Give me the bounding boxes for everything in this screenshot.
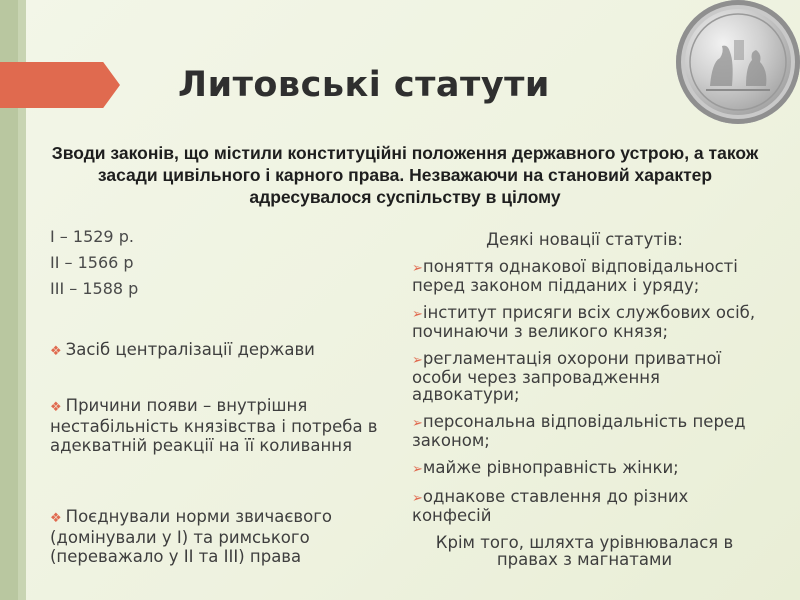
coin-relief-figures-icon: [676, 0, 800, 124]
innovation-item: ➢майже рівноправність жінки;: [412, 458, 679, 477]
chevron-right-icon: ➢: [412, 462, 423, 477]
chevron-right-icon: ➢: [412, 491, 423, 506]
innovations-footer: Крім того, шляхта урівнювалася в правах з магнатами: [435, 533, 734, 569]
innovation-item: ➢однакове ставлення до різних конфесій: [412, 487, 689, 525]
innovation-item: ➢регламентація охорони приватної особи через запровадження адвокатури;: [412, 349, 722, 404]
diamond-icon: ❖: [50, 511, 62, 526]
slide-subtitle: Зводи законів, що містили конституційні положення державного устрою, а також засади цивільного і карного права. Незважаючи на становий характер адресувалося суспільству в цілому: [51, 143, 759, 207]
title-arrow-shape: [0, 62, 120, 108]
chevron-right-icon: ➢: [412, 353, 423, 368]
chevron-right-icon: ➢: [412, 416, 423, 431]
innovations-heading: Деякі новації статутів:: [486, 230, 683, 249]
statute-year-1: I – 1529 р.: [50, 227, 134, 246]
point-text: Засіб централізації держави: [65, 340, 315, 359]
slide-title: Литовські статути: [178, 65, 550, 105]
point-reasons: [50, 396, 390, 455]
statute-year-3: III – 1588 р: [50, 279, 139, 298]
point-law-sources: [50, 507, 390, 566]
innovation-item: ➢персональна відповідальність перед законом;: [412, 412, 746, 450]
chevron-right-icon: ➢: [412, 261, 423, 276]
point-text: Поєднували норми звичаєвого (домінували у I) та римського (переважало у II та III) права: [50, 507, 333, 566]
chevron-right-icon: ➢: [412, 307, 423, 322]
innovation-item: ➢інститут присяги всіх службових осіб, починаючи з великого князя;: [412, 303, 756, 341]
diamond-icon: ❖: [50, 344, 62, 359]
innovations-panel: [412, 230, 757, 568]
point-centralization: [50, 340, 390, 361]
statute-year-2: II – 1566 р: [50, 253, 134, 272]
innovation-item: ➢поняття однакової відповідальності перед законом підданих і уряду;: [412, 257, 738, 295]
diamond-icon: ❖: [50, 400, 62, 415]
point-text: Причини появи – внутрішня нестабільність князівства і потреба в адекватній реакції на її коливання: [50, 396, 378, 455]
commemorative-coin-image: [676, 0, 800, 124]
statute-years-list: [50, 224, 390, 302]
